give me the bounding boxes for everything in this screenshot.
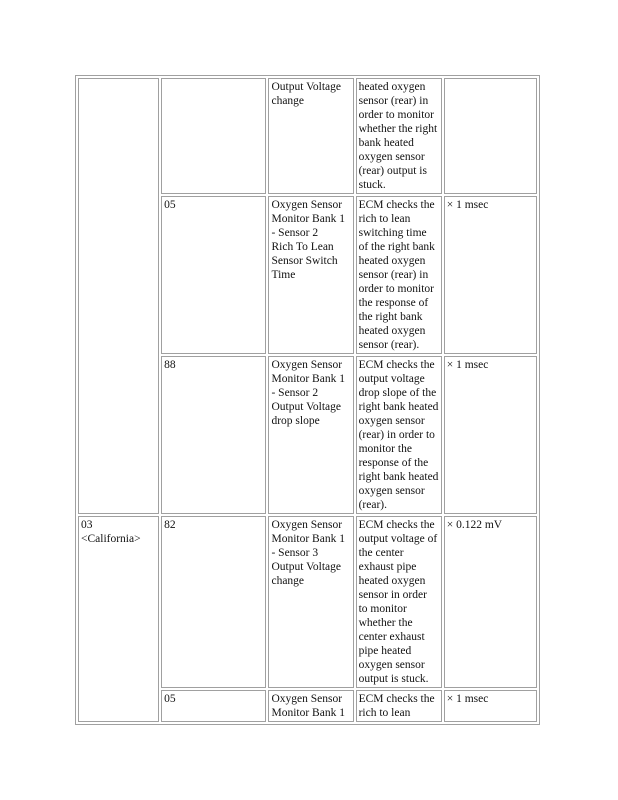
unit-cell: × 0.122 mV bbox=[444, 516, 537, 688]
unit-cell: × 1 msec bbox=[444, 356, 537, 514]
description-cell: ECM checks the output voltage drop slope of the right bank heated oxygen sensor (rear) in order to monitor the response of the right bank heated oxygen sensor (rear). bbox=[356, 356, 442, 514]
description-cell: heated oxygen sensor (rear) in order to monitor whether the right bank heated oxygen sensor (rear) output is stuck. bbox=[356, 78, 442, 194]
test-item-cell: Oxygen Sensor Monitor Bank 1 - Sensor 2 Rich To Lean Sensor Switch Time bbox=[268, 196, 353, 354]
description-cell: ECM checks the rich to lean switching time of the right bank heated oxygen sensor (rear) in order to monitor the response of the right bank heated oxygen sensor (rear). bbox=[356, 196, 442, 354]
test-item-cell: Oxygen Sensor Monitor Bank 1 - Sensor 3 Output Voltage change bbox=[268, 516, 353, 688]
test-item-cell: Output Voltage change bbox=[268, 78, 353, 194]
table-row bbox=[78, 516, 537, 688]
comp-id-cell: 82 bbox=[161, 516, 266, 688]
test-id-cell: 03 <California> bbox=[78, 516, 159, 722]
comp-id-cell: 05 bbox=[161, 690, 266, 722]
comp-id-cell: 88 bbox=[161, 356, 266, 514]
comp-id-cell bbox=[161, 78, 266, 194]
test-item-cell: Oxygen Sensor Monitor Bank 1 - Sensor 2 Output Voltage drop slope bbox=[268, 356, 353, 514]
unit-cell: × 1 msec bbox=[444, 690, 537, 722]
table-row bbox=[78, 78, 537, 194]
description-cell: ECM checks the output voltage of the center exhaust pipe heated oxygen sensor in order to monitor whether the center exhaust pipe heated oxygen sensor output is stuck. bbox=[356, 516, 442, 688]
description-cell: ECM checks the rich to lean bbox=[356, 690, 442, 722]
unit-cell: × 1 msec bbox=[444, 196, 537, 354]
monitor-table bbox=[75, 75, 540, 725]
test-id-cell bbox=[78, 78, 159, 514]
unit-cell bbox=[444, 78, 537, 194]
test-item-cell: Oxygen Sensor Monitor Bank 1 bbox=[268, 690, 353, 722]
comp-id-cell: 05 bbox=[161, 196, 266, 354]
